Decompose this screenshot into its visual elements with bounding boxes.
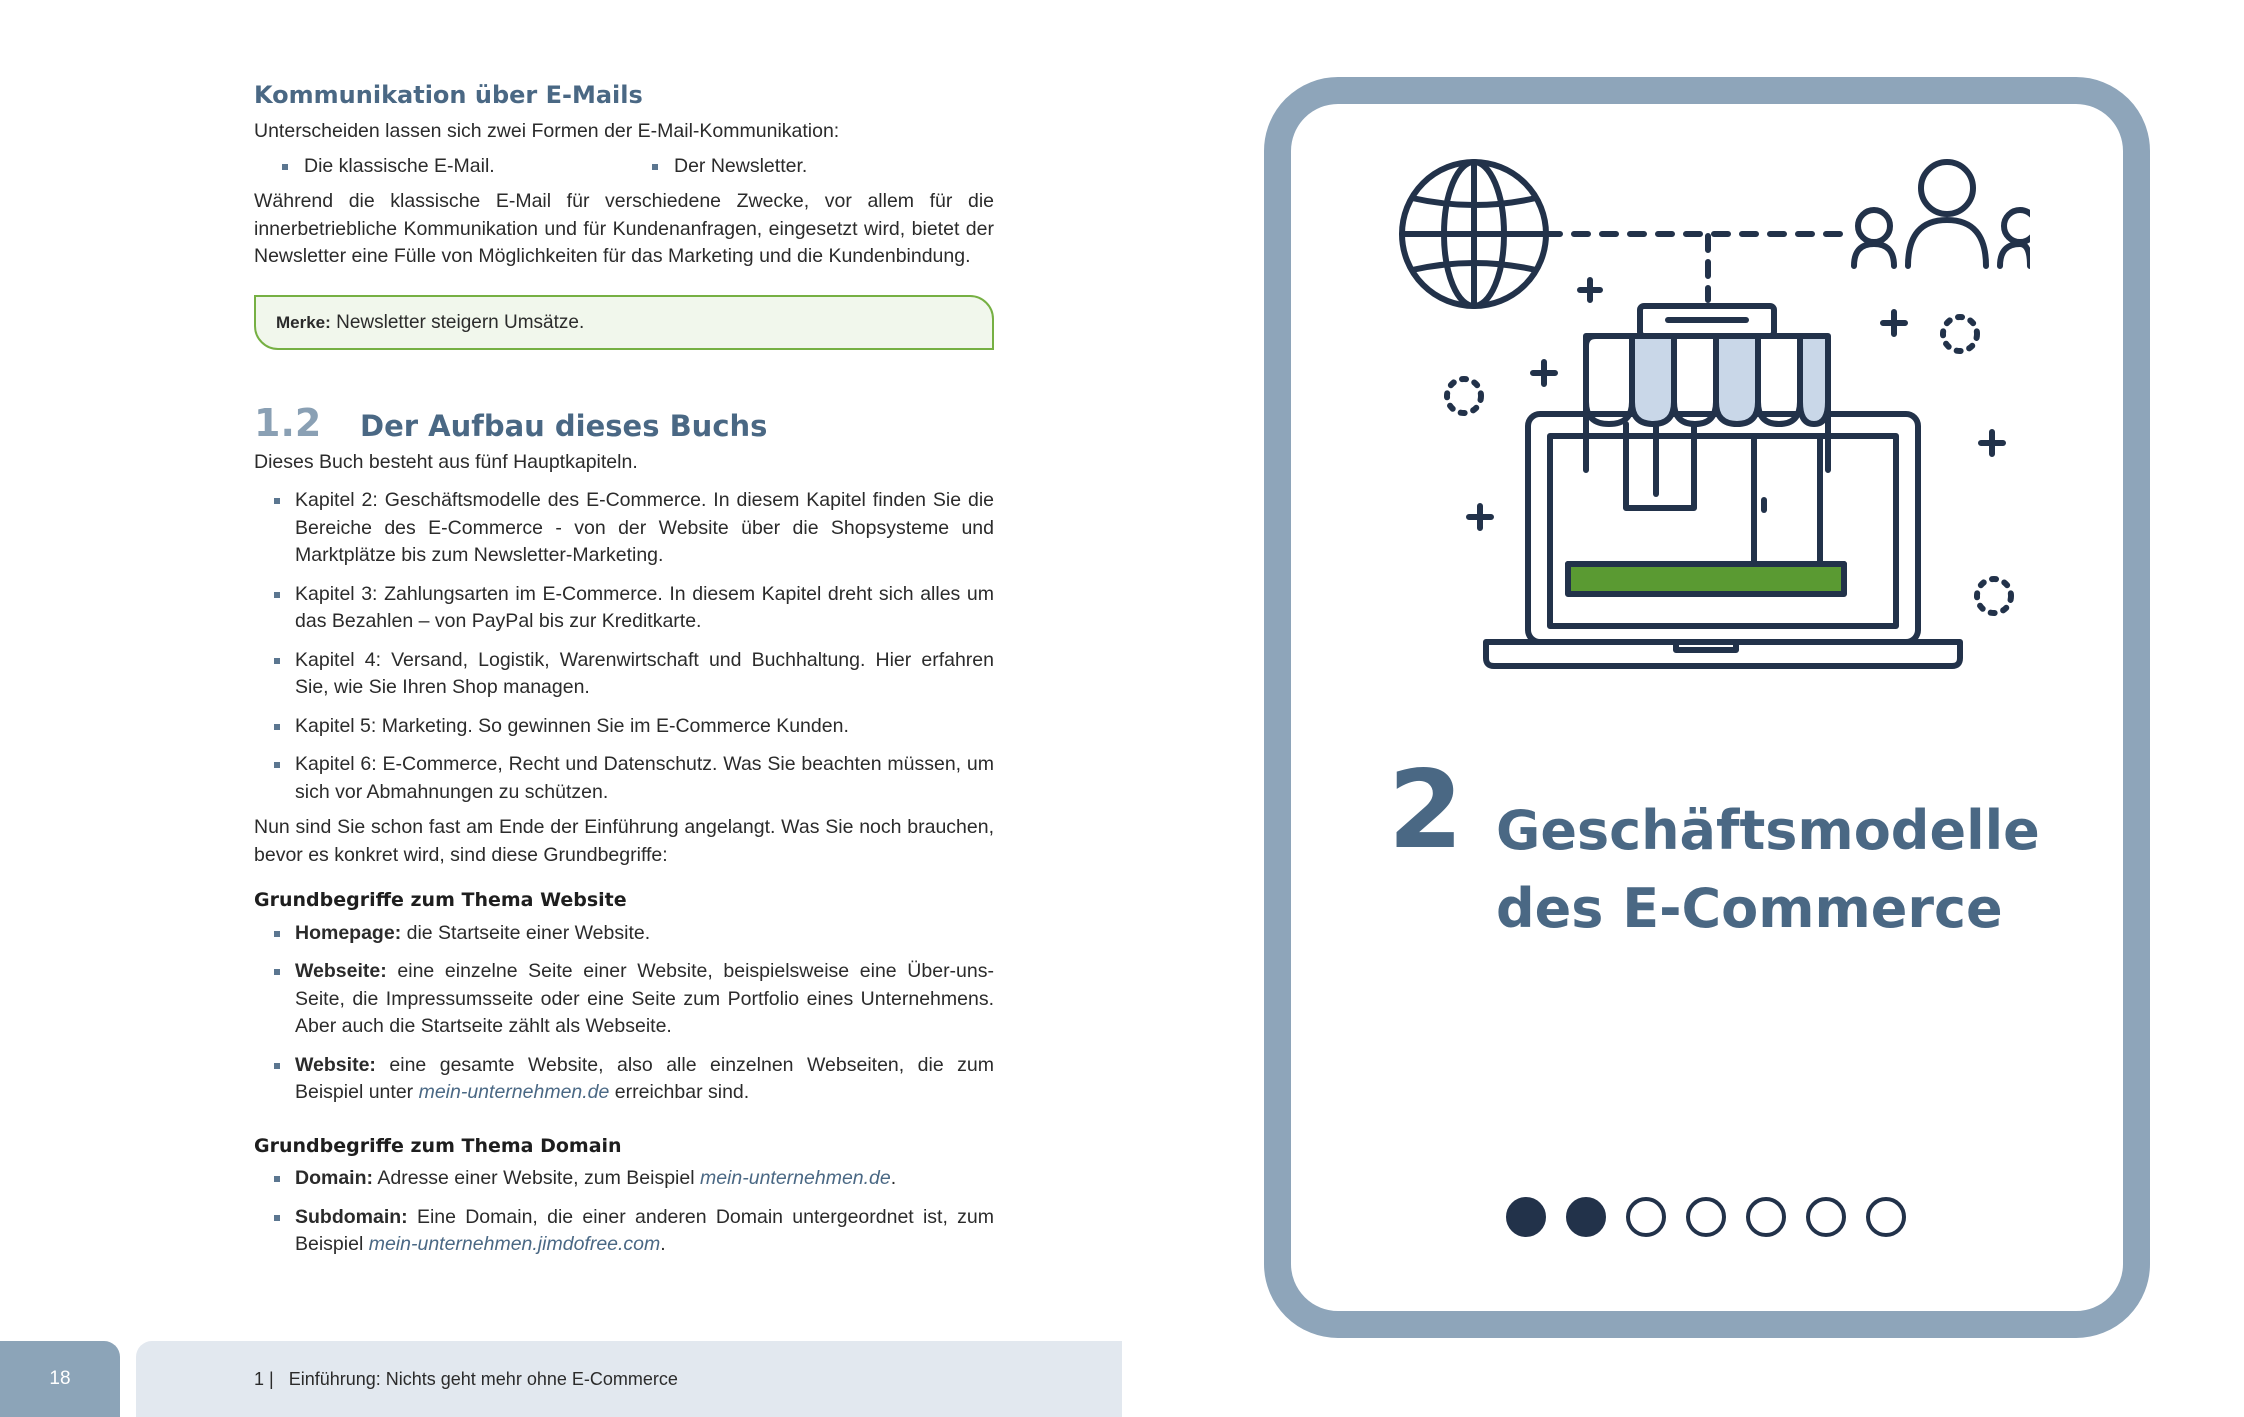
chapter-title: Der Aufbau dieses Buchs: [360, 409, 768, 443]
progress-dot-empty: [1626, 1197, 1666, 1237]
chapter-title-line: Geschäftsmodelle: [1496, 799, 2040, 862]
progress-dot-empty: [1746, 1197, 1786, 1237]
progress-dot-filled: [1566, 1197, 1606, 1237]
page-number-box: [0, 1341, 120, 1417]
left-content: [254, 80, 994, 1259]
chapter-opener-number: 2: [1388, 748, 1464, 873]
email-section-heading: Kommunikation über E-Mails: [254, 81, 643, 109]
running-head: 1 | Einführung: Nichts geht mehr ohne E-Commerce: [254, 1368, 678, 1389]
domain-terms-list: [254, 1165, 994, 1259]
list-item: Kapitel 6: E-Commerce, Recht und Datenschutz. Was Sie beachten müssen, um sich vor Abmahnungen zu schützen.: [254, 751, 994, 806]
chapter-title-line: des E-Commerce: [1496, 877, 2003, 940]
website-terms-list: [254, 920, 994, 1107]
chapter-intro: Dieses Buch besteht aus fünf Hauptkapiteln.: [254, 450, 638, 473]
term: Homepage:: [295, 921, 402, 944]
list-item: Die klassische E-Mail.: [254, 153, 624, 181]
progress-dot-filled: [1506, 1197, 1546, 1237]
list-item: Kapitel 5: Marketing. So gewinnen Sie im E-Commerce Kunden.: [254, 713, 994, 741]
definition: eine gesamte Website, also alle einzelnen Webseiten, die zum Beispiel unter: [295, 1053, 994, 1103]
merke-box: [254, 295, 994, 351]
progress-dot-empty: [1686, 1197, 1726, 1237]
chapter-heading: [254, 401, 994, 445]
list-item: Kapitel 4: Versand, Logistik, Warenwirtschaft und Buchhaltung. Hier erfahren Sie, wie Sie Ihren Shop managen.: [254, 647, 994, 702]
globe-icon: [1402, 162, 1546, 306]
progress-dot-empty: [1806, 1197, 1846, 1237]
definition: die Startseite einer Website.: [406, 921, 651, 944]
definition: Eine Domain, die einer anderen Domain untergeordnet ist, zum Beispiel: [295, 1205, 994, 1255]
email-forms-list: [254, 153, 994, 181]
definition: Adresse einer Website, zum Beispiel: [377, 1167, 695, 1189]
email-intro: Unterscheiden lassen sich zwei Formen der E-Mail-Kommunikation:: [254, 120, 840, 142]
domain-link[interactable]: mein-unternehmen.de: [699, 1167, 891, 1189]
term: Domain:: [295, 1167, 373, 1189]
merke-label: Merke:: [276, 312, 331, 332]
definition: eine einzelne Seite einer Website, beispielsweise eine Über-uns-Seite, die Impressumsseite oder eine Seite zum Portfolio eines Unternehmens. Aber auch die Startseite zählt als Webseite.: [295, 960, 994, 1037]
term: Webseite:: [295, 960, 387, 982]
list-item: [254, 1204, 994, 1259]
progress-dot-empty: [1866, 1197, 1906, 1237]
subdomain-link[interactable]: mein-unternehmen.jimdofree.com: [368, 1233, 661, 1255]
list-item: [254, 958, 994, 1041]
chapter-number: 1.2: [254, 401, 322, 445]
people-icon: [1854, 162, 2030, 266]
running-head-band: [136, 1341, 1122, 1417]
definition: erreichbar sind.: [614, 1081, 750, 1103]
list-item: [254, 1165, 994, 1193]
shop-awning-icon: [1568, 306, 1844, 594]
list-item: Kapitel 2: Geschäftsmodelle des E-Commerce. In diesem Kapitel finden Sie die Bereiche des E-Commerce - von der Website über die Shopsysteme und Marktplätze bis zum Newsletter-Marketing.: [254, 487, 994, 570]
term: Subdomain:: [295, 1205, 408, 1228]
chapter-list: [254, 487, 994, 806]
laptop-icon: [1486, 414, 1960, 666]
chapter-opener-title: [1496, 792, 2056, 948]
list-item: Kapitel 3: Zahlungsarten im E-Commerce. In diesem Kapitel dreht sich alles um das Bezahlen – von PayPal bis zur Kreditkarte.: [254, 581, 994, 636]
list-item: Der Newsletter.: [624, 153, 994, 181]
list-item: [254, 920, 994, 948]
website-link[interactable]: mein-unternehmen.de: [418, 1081, 610, 1103]
domain-terms-heading: Grundbegriffe zum Thema Domain: [254, 1134, 622, 1157]
page-number: 18: [49, 1368, 71, 1389]
merke-text: Newsletter steigern Umsätze.: [336, 311, 585, 333]
website-terms-heading: Grundbegriffe zum Thema Website: [254, 889, 627, 911]
punctuation: .: [890, 1167, 897, 1189]
ecommerce-illustration: [1380, 150, 2030, 680]
chapter-outro: Nun sind Sie schon fast am Ende der Einführung angelangt. Was Sie noch brauchen, bevor es konkret wird, sind diese Grundbegriffe:: [254, 816, 994, 866]
punctuation: .: [660, 1233, 666, 1255]
chapter-progress-dots: [1506, 1197, 1906, 1237]
list-item: [254, 1052, 994, 1107]
term: Website:: [295, 1053, 376, 1076]
email-paragraph: Während die klassische E-Mail für verschiedene Zwecke, vor allem für die innerbetriebliche Kommunikation und für Kundenanfragen, eingesetzt wird, bietet der Newsletter eine Fülle von Möglichkeiten für das Marketing und die Kundenbindung.: [254, 190, 994, 267]
